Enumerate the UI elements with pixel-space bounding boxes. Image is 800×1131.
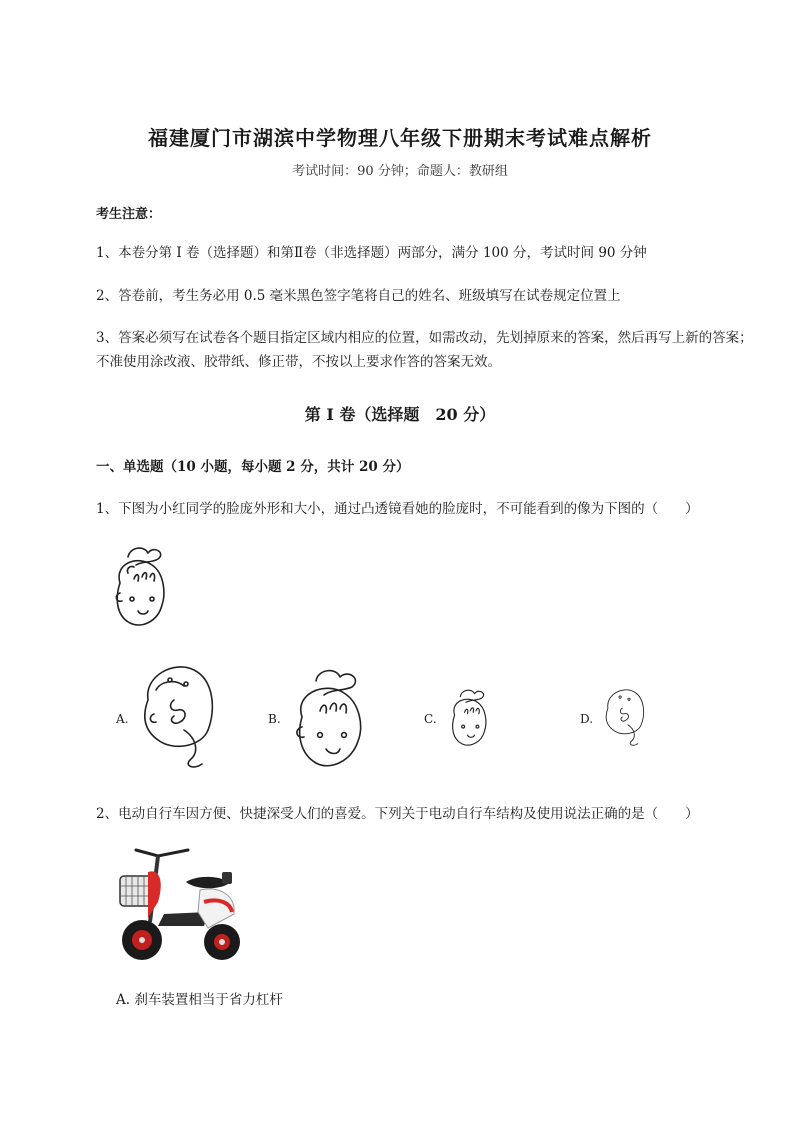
option-a-label[interactable]: A. bbox=[116, 712, 129, 726]
question-2-option-a[interactable]: A. 刹车装置相当于省力杠杆 bbox=[116, 992, 283, 1008]
exam-info: 考试时间：90 分钟；命题人：教研组 bbox=[292, 164, 508, 179]
notice-item-1: 1、本卷分第 I 卷（选择题）和第Ⅱ卷（非选择题）两部分，满分 100 分，考试时间 90 分钟 bbox=[96, 245, 647, 261]
electric-bike-icon bbox=[108, 842, 248, 964]
section-title: 第 I 卷（选择题 20 分） bbox=[304, 405, 496, 424]
option-b-label[interactable]: B. bbox=[268, 712, 281, 726]
part-heading: 一、单选题（10 小题，每小题 2 分，共计 20 分） bbox=[96, 459, 410, 475]
face-original-icon bbox=[108, 543, 178, 631]
question-1-text: 1、下图为小红同学的脸庞外形和大小，通过凸透镜看她的脸庞时，不可能看到的像为下图的（ ） bbox=[96, 501, 699, 517]
notice-item-3: 3、答案必须写在试卷各个题目指定区域内相应的位置，如需改动，先划掉原来的答案，然后再写上新的答案；不准使用涂改液、胶带纸、修正带，不按以上要求作答的答案无效。 bbox=[96, 330, 753, 370]
notice-heading: 考生注意： bbox=[96, 207, 162, 222]
page-title: 福建厦门市湖滨中学物理八年级下册期末考试难点解析 bbox=[148, 126, 652, 150]
option-c-label[interactable]: C. bbox=[424, 712, 437, 726]
face-option-b-icon bbox=[290, 665, 372, 775]
question-2-text: 2、电动自行车因方便、快捷深受人们的喜爱。下列关于电动自行车结构及使用说法正确的是（ ） bbox=[96, 806, 699, 822]
face-option-c-icon bbox=[446, 686, 496, 750]
face-option-a-icon bbox=[134, 660, 220, 772]
notice-item-2: 2、答卷前，考生务必用 0.5 毫米黑色签字笔将自己的姓名、班级填写在试卷规定位置上 bbox=[96, 288, 621, 304]
option-d-label[interactable]: D. bbox=[580, 712, 594, 726]
face-option-d-icon bbox=[600, 686, 648, 748]
